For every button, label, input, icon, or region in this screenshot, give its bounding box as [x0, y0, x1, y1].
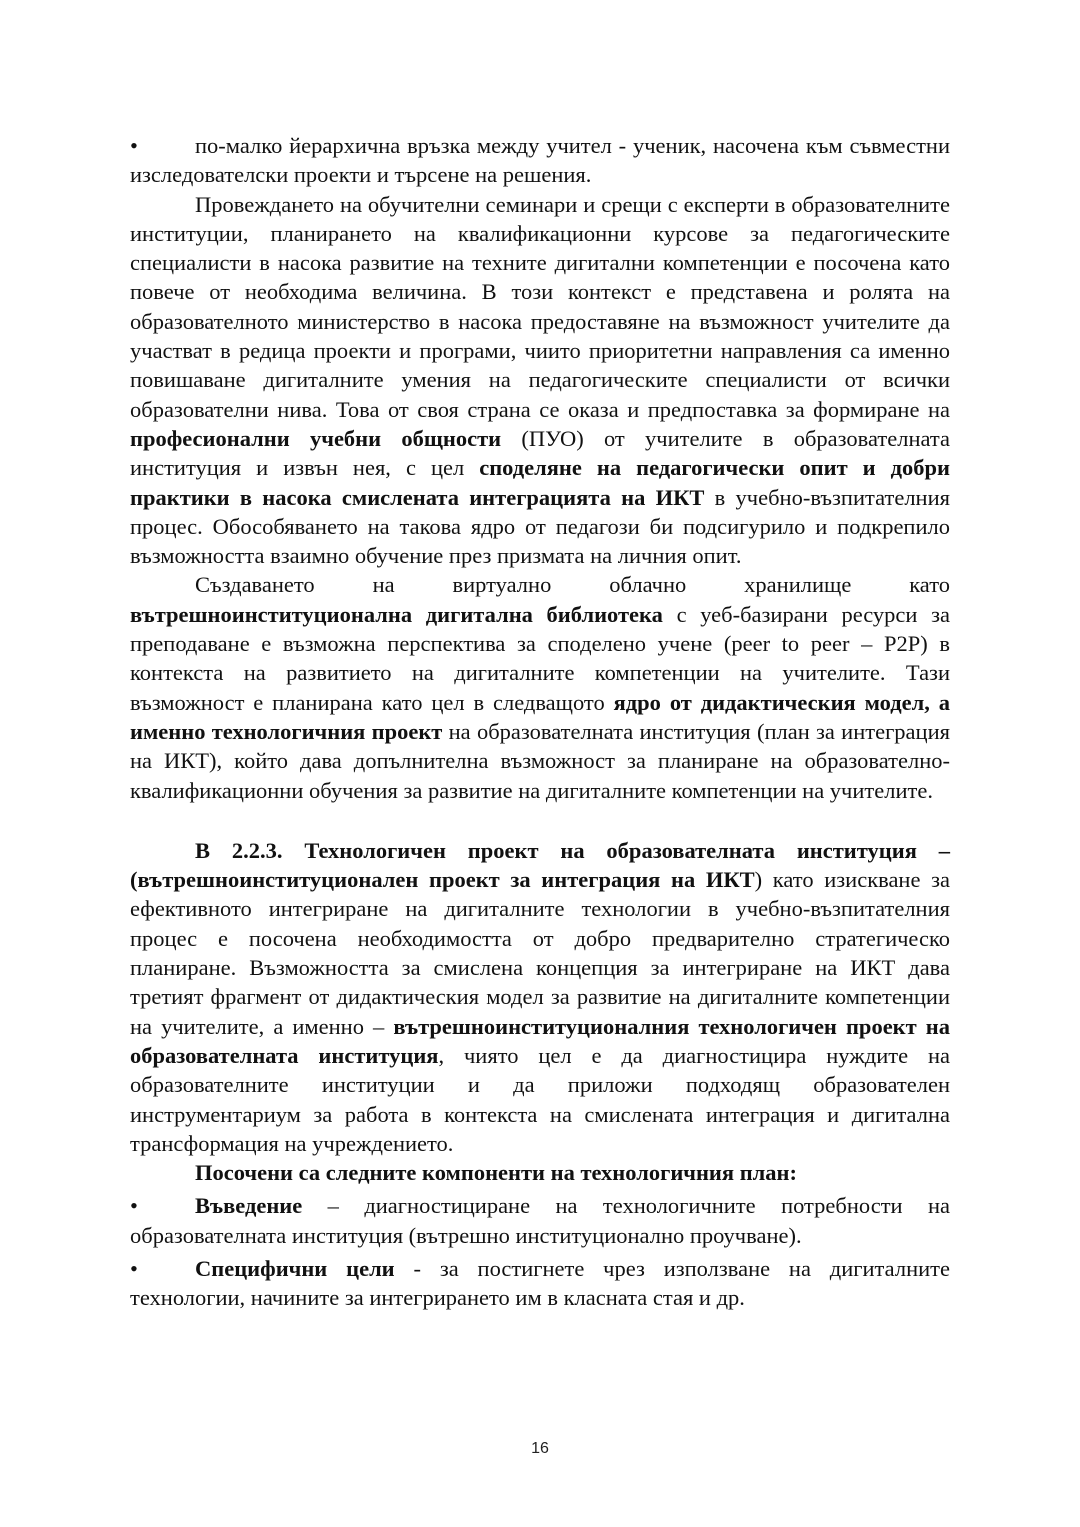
paragraph-text: с уеб-базирани ресурси за преподаване е възможна перспектива за споделено учене (peer to peer – P2P) в контекста на развитието на дигиталните компетенции на учителите. Тази възможност е планирана като цел в следващото — [130, 601, 950, 715]
bullet-icon: • — [130, 133, 138, 158]
paragraph-cloud-library — [130, 570, 950, 804]
document-body — [130, 131, 950, 1313]
bullet-icon: • — [130, 1255, 138, 1281]
bullet-icon: • — [130, 1193, 138, 1219]
paragraph-text: , чиято цел е да диагностицира нуждите на образователните институции и да приложи подходящ образователен инструментариум за работа в контекста на смислената интеграция и дигитална трансформация на учреждението. — [130, 1042, 950, 1156]
bold-term-pluo: професионални учебни общности — [130, 425, 502, 451]
section-technology-project — [130, 836, 950, 1158]
paragraph-text: (ПУО) от учителите в образователната институция и извън нея, с цел — [130, 425, 950, 481]
bold-term-digital-library: вътрешноинституционална дигитална библиотека — [130, 601, 663, 627]
bullet-item-specific-goals — [130, 1254, 950, 1313]
paragraph-seminars — [130, 190, 950, 571]
bold-term-tech-project: ядро от дидактическия модел, а именно технологичния проект — [130, 689, 950, 744]
bullet-bold-term: Специфични цели — [195, 1255, 395, 1281]
bullet-text: - за постигнете чрез използване на дигиталните технологии, начините за интегрирането им в класната стая и др. — [130, 1255, 950, 1311]
bullet-bold-term: Въведение — [195, 1193, 303, 1219]
bullet-item-hierarchy — [130, 131, 950, 190]
paragraph-text: ) като изискване за ефективното интегриране на дигиталните технологии в учебно-възпитателния процес е посочена необходимостта от добро предварително стратегическо планиране. Възможността за смислена концепция за интегриране на ИКТ дава третият фрагмент от дидактическия модел за развитие на дигиталните компетенции на учителите, а именно – — [130, 867, 950, 1039]
bold-term-institutional-project: вътрешноинституционалния технологичен проект на образователната институция — [130, 1013, 950, 1068]
paragraph-text: Създаването на виртуално облачно хранилище като — [195, 572, 950, 598]
bullet-text: по-малко йерархична връзка между учител - ученик, насочена към съвместни изследователски проекти и търсене на решения. — [130, 133, 950, 188]
paragraph-text: на образователната институция (план за интеграция на ИКТ), който дава допълнителна възможност за планиране на образователно-квалификационни обучения за развитие на дигиталните компетенции на учителите. — [130, 718, 950, 803]
paragraph-text: в учебно-възпитателния процес. Обособяването на такова ядро от педагози би подсигурило и подкрепило възможността взаимно обучение през призмата на личния опит. — [130, 484, 950, 569]
bullet-text: – диагностициране на технологичните потребности на образователната институция (вътрешно институционално проучване). — [130, 1193, 950, 1248]
bullet-item-introduction — [130, 1191, 950, 1250]
paragraph-text: Провеждането на обучителни семинари и срещи с експерти в образователните институции, планирането на квалификационни курсове за педагогическите специалисти в насока развитие на техните дигитални компетенции е посочена като повече от необходима величина. В този контекст е представена и ролята на образователното министерство в насока предоставяне на възможност учителите да участват в редица проекти и програми, чиито приоритетни направления са именно повишаване дигиталните умения на педагогическите специалисти от всички образователни нива. Това от своя страна се оказа и предпоставка за формиране на — [130, 191, 950, 422]
page-number: 16 — [531, 1440, 549, 1457]
components-heading-text: Посочени са следните компоненти на технологичния план: — [195, 1160, 797, 1186]
section-heading: В 2.2.3. Технологичен проект на образователната институция – (вътрешноинституционален проект за интеграция на ИКТ — [130, 837, 950, 893]
components-heading — [130, 1158, 950, 1187]
bold-term-sharing: споделяне на педагогически опит и добри практики в насока смислената интеграцията на ИКТ — [130, 455, 950, 510]
